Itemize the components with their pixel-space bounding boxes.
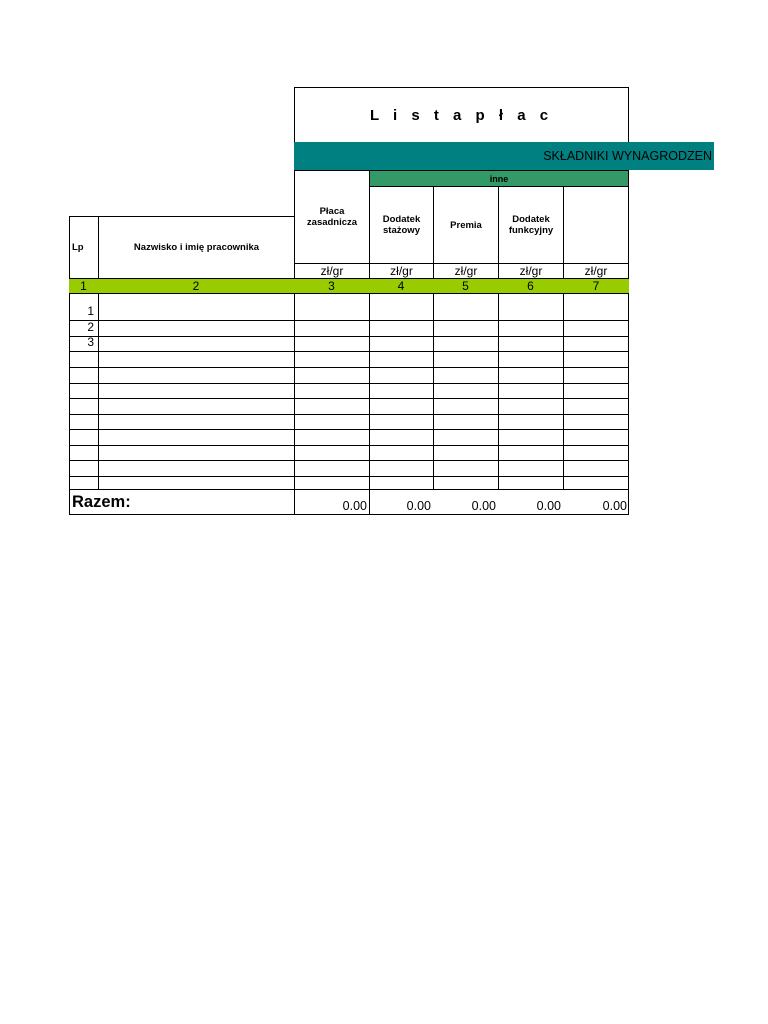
unit-cell: zł/gr [498,263,564,279]
unit-cell: zł/gr [433,263,499,279]
column-number: 7 [592,278,600,293]
unit-cell: zł/gr [563,263,629,279]
basic-pay-header: Płaca zasadnicza [294,170,370,264]
total-label: Razem: [72,492,131,511]
total-value: 0.00 [342,499,367,513]
unit-cell: zł/gr [369,263,434,279]
column-number: 1 [80,278,87,293]
components-banner: SKŁADNIKI WYNAGRODZEN [294,142,714,170]
row-number: 2 [87,320,94,334]
other-components-header: inne [369,170,629,187]
seniority-bonus-header: Dodatek stażowy [369,186,434,264]
column-number: 5 [462,278,469,293]
total-value: 0.00 [471,499,496,513]
column-number: 4 [397,278,405,293]
column-number: 6 [527,278,534,293]
sheet-title: L i s t a p ł a c [294,87,629,143]
function-allowance-header: Dodatek funkcyjny [498,186,564,264]
column-7-header [563,186,629,264]
total-value: 0.00 [406,499,431,513]
column-number: 3 [328,278,335,293]
lp-header-cell [69,216,99,279]
bonus-header: Premia [433,186,499,264]
row-number: 3 [87,335,94,349]
total-value: 0.00 [602,499,627,513]
name-header: Nazwisko i imię pracownika [98,216,295,279]
lp-header: Lp [72,242,84,253]
unit-cell: zł/gr [294,263,370,279]
row-number: 1 [87,304,94,318]
column-number: 2 [192,278,200,293]
total-value: 0.00 [536,499,561,513]
